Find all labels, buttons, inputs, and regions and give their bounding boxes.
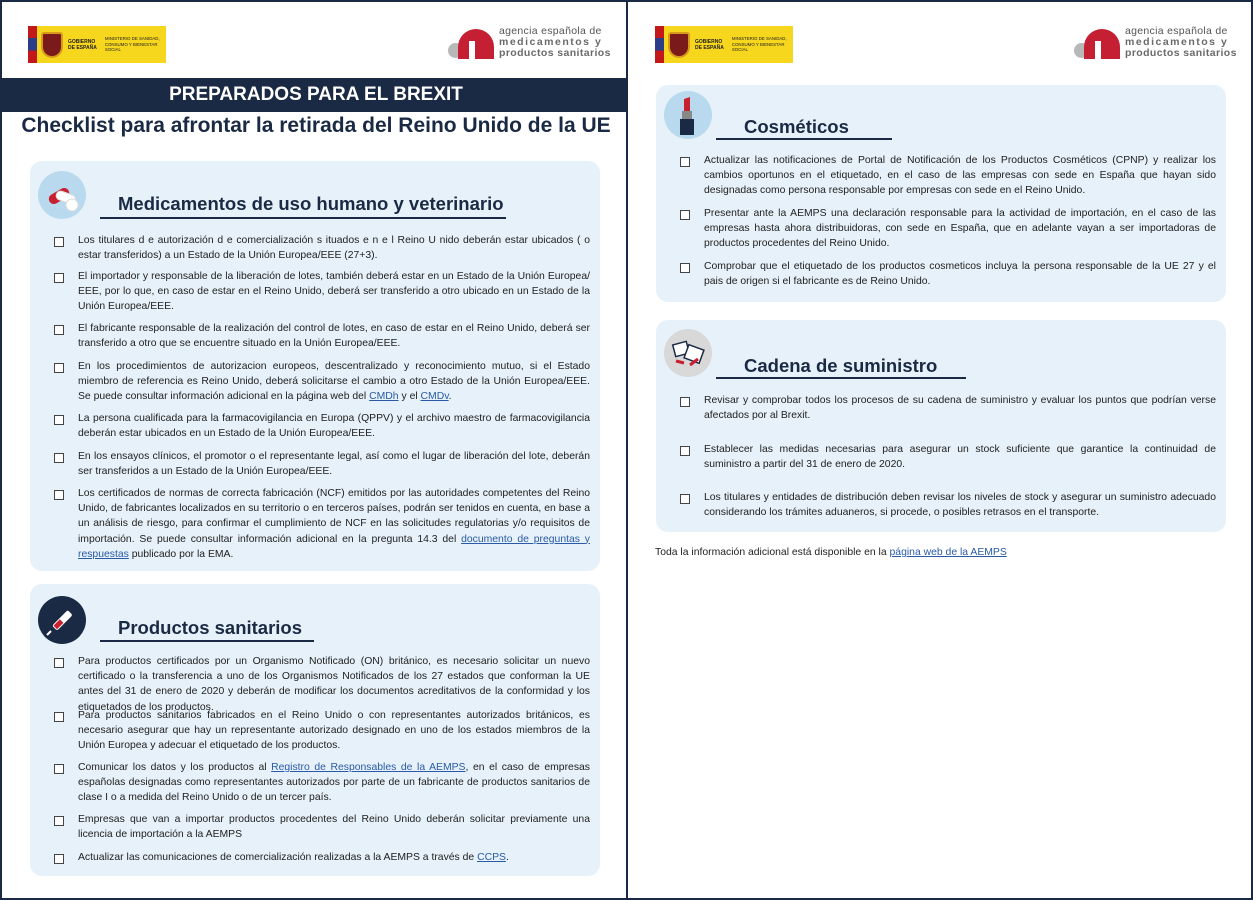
checklist-item <box>54 359 590 405</box>
gobierno-logo <box>655 26 793 63</box>
cmdv-link[interactable]: CMDv <box>420 391 449 403</box>
aemps-line2: medicamentos y <box>1125 36 1229 48</box>
coat-of-arms-icon <box>41 32 63 58</box>
checkbox[interactable] <box>54 658 64 668</box>
checklist-item <box>54 760 590 806</box>
aemps-mark-icon <box>1074 27 1120 59</box>
checkbox[interactable] <box>680 494 690 504</box>
aemps-line1: agencia española de <box>1125 25 1228 37</box>
checkbox[interactable] <box>680 157 690 167</box>
flag-stripe <box>655 26 664 63</box>
checkbox[interactable] <box>680 446 690 456</box>
checkbox[interactable] <box>54 854 64 864</box>
checklist-item <box>54 654 590 715</box>
pills-icon <box>38 171 86 219</box>
checklist-item <box>680 490 1216 520</box>
aemps-mark-icon <box>448 27 494 59</box>
registro-responsables-link[interactable]: Registro de Responsables de la AEMPS <box>271 762 466 773</box>
section-productos-sanitarios <box>30 584 600 876</box>
checkbox[interactable] <box>54 764 64 774</box>
checkbox[interactable] <box>680 397 690 407</box>
gov-ministry: MINISTERIO DE SANIDAD, CONSUMO Y BIENESTAR SOCIAL <box>731 36 787 53</box>
gov-line2: DE ESPAÑA <box>695 44 724 51</box>
item-text: Comunicar los datos y los productos al Registro de Responsables de la AEMPS, en el caso de empresas españolas designadas como representantes autorizados por parte de un fabricante de productos sanitarios de clase I o a medida del Reino Unido o de un tercer país. <box>78 762 590 804</box>
checklist-item <box>54 449 590 479</box>
aemps-line2: medicamentos y <box>499 36 603 48</box>
section-cosmeticos <box>656 85 1226 302</box>
checkbox[interactable] <box>54 415 64 425</box>
checklist-item <box>54 850 590 865</box>
checklist-item <box>680 259 1216 289</box>
checklist-item <box>680 393 1216 423</box>
title-underline <box>716 377 966 379</box>
section-title-medicamentos: Medicamentos de uso humano y veterinario <box>118 193 504 214</box>
flag-stripe <box>28 26 37 63</box>
checklist-item <box>680 206 1216 252</box>
checkbox[interactable] <box>54 816 64 826</box>
checklist-item <box>680 442 1216 472</box>
section-title-cadena-suministro: Cadena de suministro <box>744 355 938 376</box>
gov-line1: GOBIERNO <box>695 38 723 45</box>
section-medicamentos <box>30 161 600 571</box>
aemps-line3: productos sanitarios <box>1125 47 1237 59</box>
footer-note: Toda la información adicional está disponible en la página web de la AEMPS <box>655 547 1007 558</box>
gov-ministry: MINISTERIO DE SANIDAD, CONSUMO Y BIENESTAR SOCIAL <box>104 36 160 53</box>
item-text: Los certificados de normas de correcta fabricación (NCF) emitidos por las autoridades competentes del Reino Unido, de fabricantes localizados en su territorio o en terceros países, podrán ser tenidos en cuenta, en base a un análisis de riesgo, para confirmar el cumplimiento de NCF en las solicitudes regulatorias y/o requisitos de importación. Se puede consultar información adicional en la pregunta 14.3 del documento de preguntas y respuestas publicado por la EMA. <box>78 488 590 560</box>
checklist-item <box>54 708 590 754</box>
checkbox[interactable] <box>54 273 64 283</box>
checkbox[interactable] <box>54 237 64 247</box>
aemps-line1: agencia española de <box>499 25 602 37</box>
cmdh-link[interactable]: CMDh <box>369 391 399 403</box>
section-title-productos-sanitarios: Productos sanitarios <box>118 617 303 638</box>
gov-line1: GOBIERNO <box>68 38 96 45</box>
checklist-item <box>54 812 590 842</box>
checkbox[interactable] <box>54 325 64 335</box>
syringe-icon <box>38 596 86 644</box>
aemps-logo <box>448 26 611 59</box>
item-text: En los ensayos clínicos, el promotor o el representante legal, así como el lugar de liberación del lote, deberán ser transferidos a un Estado de la Unión Europea/EEE. <box>78 451 590 478</box>
item-text: En los procedimientos de autorizacion europeos, descentralizado y reconocimiento mutuo, si el Estado miembro de referencia es Reino Unido, deberá solicitarse el cambio a otro Estado de la Unión Europea/EEE. Se puede consultar información adicional en la página web del CMDh y el CMDv. <box>78 361 590 403</box>
section-cadena-suministro <box>656 320 1226 532</box>
preguntas-respuestas-link[interactable]: documento de preguntas y respuestas <box>78 533 590 560</box>
item-text: Comprobar que el etiquetado de los productos cosmeticos incluya la persona responsable de la UE 27 y el pais de origen si el fabricante es de Reino Unido. <box>704 261 1216 288</box>
item-text: Actualizar las comunicaciones de comercialización realizadas a la AEMPS a través de CCPS. <box>78 852 509 863</box>
gov-line2: DE ESPAÑA <box>68 44 97 51</box>
item-text: Revisar y comprobar todos los procesos de su cadena de suministro y evaluar los puntos que podrían verse afectados por al Brexit. <box>704 395 1216 422</box>
aemps-line3: productos sanitarios <box>499 47 611 59</box>
checklist-item <box>680 153 1216 199</box>
item-text: Para productos certificados por un Organismo Notificado (ON) británico, es necesario solicitar un nuevo certificado o la transferencia a uno de los Organismos Notificados de los 27 estados que conforman la UE antes del 31 de enero de 2020 y deberán de modificar los documentos acreditativos de la conformidad y los etiquetados de los productos. <box>78 656 590 713</box>
checklist-item <box>54 411 590 441</box>
document-page-2 <box>626 0 1253 900</box>
checklist-item <box>54 269 590 315</box>
section-title-cosmeticos: Cosméticos <box>744 116 849 137</box>
checkbox[interactable] <box>680 210 690 220</box>
title-underline <box>716 138 892 140</box>
coat-of-arms-icon <box>668 32 690 58</box>
ccps-link[interactable]: CCPS <box>477 852 506 863</box>
checkbox[interactable] <box>54 363 64 373</box>
title-underline <box>100 217 506 219</box>
page-subtitle: Checklist para afrontar la retirada del Reino Unido de la UE <box>21 114 611 137</box>
aemps-logo <box>1074 26 1237 59</box>
boxes-icon <box>664 329 712 377</box>
item-text: Actualizar las notificaciones de Portal de Notificación de los Productos Cosméticos (CPNP) y realizar los cambios oportunos en el etiquetado, en el caso de las empresas con sede en España que hayan sido designadas como persona responsable por empresas con sede en el Reino Unido. <box>704 155 1216 197</box>
item-text: El fabricante responsable de la realización del control de lotes, en caso de estar en el Reino Unido, deberá ser transferido a otro que se encuentre situado en la Unión Europea/EEE. <box>78 323 590 350</box>
checklist-item <box>54 233 590 263</box>
checkbox[interactable] <box>680 263 690 273</box>
item-text: El importador y responsable de la liberación de lotes, también deberá estar en un Estado de la Unión Europea/ EEE, por lo que, en caso de estar en el Reino Unido, deberá ser transferido a otro ubicado en un Estado de la Unión Europea/EEE. <box>78 271 590 313</box>
checkbox[interactable] <box>54 490 64 500</box>
checklist-item <box>54 486 590 562</box>
item-text: Para productos sanitarios fabricados en el Reino Unido o con representantes autorizados británicos, es necesario asegurar que hay un representante autorizado designado en uno de los estados miembros de la Unión Europea y adecuar el etiquetado de los productos. <box>78 710 590 752</box>
item-text: La persona cualificada para la farmacovigilancia en Europa (QPPV) y el archivo maestro de farmacovigilancia deberán estar ubicados en un Estado de la Unión Europea/EEE. <box>78 413 590 440</box>
item-text: Los titulares y entidades de distribución deben revisar los niveles de stock y asegurar un suministro adecuado considerando los trámites aduaneros, si procede, o posibles retrasos en el transporte. <box>704 492 1216 519</box>
title-underline <box>100 640 314 642</box>
gobierno-logo <box>28 26 166 63</box>
item-text: Los titulares d e autorización d e comercialización s ituados e n e l Reino U nido deberán estar ubicados ( o estar transferidos) a un Estado de la Unión Europea/EEE (27+3). <box>78 235 590 262</box>
checkbox[interactable] <box>54 712 64 722</box>
checkbox[interactable] <box>54 453 64 463</box>
lipstick-icon <box>664 91 712 139</box>
aemps-web-link[interactable]: página web de la AEMPS <box>889 547 1007 558</box>
item-text: Empresas que van a importar productos procedentes del Reino Unido deberán solicitar previamente una licencia de importación a la AEMPS <box>78 814 590 841</box>
item-text: Establecer las medidas necesarias para asegurar un stock suficiente que garantice la continuidad de suministro a partir del 31 de enero de 2020. <box>704 444 1216 471</box>
checklist-item <box>54 321 590 351</box>
banner-title: PREPARADOS PARA EL BREXIT <box>2 78 628 112</box>
item-text: Presentar ante la AEMPS una declaración responsable para la actividad de importación, en el caso de las empresas hasta ahora distribuidoras, con sede en España, que en adelante vayan a ser importadoras de productos procedentes del Reino Unido. <box>704 208 1216 250</box>
